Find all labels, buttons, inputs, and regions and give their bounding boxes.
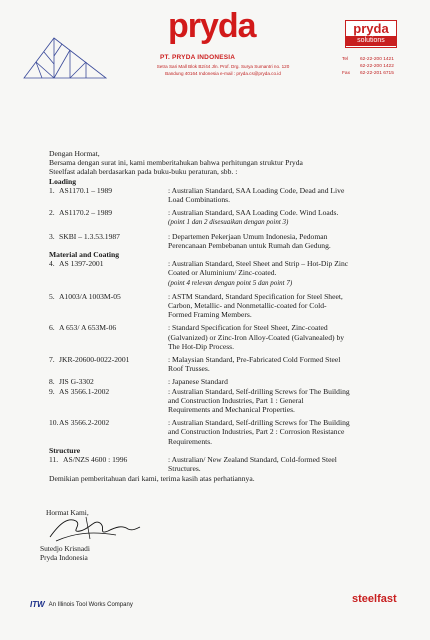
standard-item (49, 259, 389, 288)
signer-company: Pryda Indonesia (40, 553, 88, 562)
item-number: 3. (49, 231, 55, 241)
contact-label (342, 63, 360, 70)
item-number: 8. (49, 377, 55, 387)
pryda-brand-logo: pryda (168, 7, 256, 45)
signer-block (40, 544, 90, 562)
item-code: JIS G-3302 (59, 377, 94, 387)
address-line-1: Setra Sari Mall Blok B2/44 Jln. Prof. Drg. Surya Sumantri no. 120 (156, 64, 290, 69)
item-number: 5. (49, 291, 55, 301)
item-description: : Malaysian Standard, Pre-Fabricated Cold Formed Steel Roof Trusses. (168, 355, 341, 374)
contact-row (342, 70, 394, 77)
item-description: : Australian Standard, SAA Loading Code. Wind Loads. (point 1 dan 2 disesuaikan dengan point 3) (168, 208, 339, 227)
standard-item (49, 232, 389, 250)
item-description: : Australian Standard, Steel Sheet and Strip – Hot-Dip Zinc Coated or Aluminium/ Zinc-coated. (point 4 relevan dengan point 5 dan point 7) (168, 259, 349, 287)
contact-row (342, 63, 394, 70)
item-number: 2. (49, 208, 55, 218)
item-code: AS 3566.1-2002 (59, 386, 110, 396)
loading-heading: Loading (49, 176, 77, 186)
standard-item (49, 455, 389, 473)
item-number: 7. (49, 355, 55, 365)
closing-text: Demikian pemberitahuan dari kami, terima kasih atas perhatiannya. (49, 473, 255, 483)
letter-body (49, 149, 389, 483)
materials-heading: Material and Coating (49, 250, 120, 260)
item-code: AS1170.2 – 1989 (59, 208, 113, 218)
item-description: : Australian Standard, SAA Loading Code, Dead and Live Load Combinations. (168, 185, 345, 205)
item-number: 4. (49, 259, 55, 269)
address-line-2: Bandung 40164 Indonesia e-mail : pryda.cs@pryda.co.id (165, 71, 281, 76)
standard-item (49, 208, 389, 227)
roof-truss-logo (22, 34, 108, 80)
itw-footer (30, 600, 133, 609)
standard-item (49, 323, 389, 351)
standard-item (49, 377, 389, 386)
handwritten-signature (46, 511, 146, 543)
item-number: 11. (49, 455, 59, 465)
item-code: A 653/ A 653M-06 (59, 323, 117, 333)
item-code: AS/NZS 4600 : 1996 (63, 455, 128, 465)
item-number: 10. (49, 418, 59, 428)
steelfast-logo: steelfast (352, 593, 397, 605)
item-code: AS 3566.2-2002 (59, 418, 110, 428)
standard-item (49, 418, 389, 446)
standard-item (49, 186, 389, 204)
item-description: : Australian Standard, Self-drilling Screws for The Building and Construction Industries, Part 1 : General Requirements and Mechanical Properties. (168, 386, 350, 415)
solutions-brand: pryda (353, 21, 389, 36)
item-description: : Standard Specification for Steel Sheet, Zinc-coated (Galvanized) or Zinc-Iron Alloy-Coated (Galvanealed) by The Hot-Dip Process. (168, 323, 345, 351)
solutions-tag: solutions (346, 36, 396, 46)
item-description: : Australian Standard, Self-drilling Screws for The Building and Construction Industries, Part 2 : Corrosion Resistance Requirements. (168, 418, 350, 446)
item-number: 1. (49, 185, 55, 195)
intro-line-1: Bersama dengan surat ini, kami memberitahukan bahwa perhitungan struktur Pryda (49, 158, 303, 168)
contact-value: 62-22-200 1421 (360, 57, 394, 62)
item-number: 9. (49, 386, 55, 396)
regards: Hormat Kami, (46, 508, 89, 517)
item-number: 6. (49, 323, 55, 333)
contact-row (342, 56, 394, 63)
signer-name: Sutedjo Krisnadi (40, 544, 90, 553)
contact-block (342, 56, 394, 77)
item-description: : Departemen Pekerjaan Umum Indonesia, Pedoman Perencanaan Pembebanan untuk Rumah dan Gedung. (168, 231, 331, 250)
item-code: JKR-20600-0022-2001 (59, 355, 130, 365)
greeting: Dengan Hormat, (49, 149, 100, 158)
contact-label: Fax (342, 71, 350, 76)
pryda-solutions-logo (345, 20, 397, 48)
item-code: AS1170.1 – 1989 (59, 185, 113, 195)
structure-heading: Structure (49, 445, 81, 455)
company-name: PT. PRYDA INDONESIA (160, 54, 236, 61)
intro-line-2: Steelfast adalah berdasarkan pada buku-buku peraturan, sbb. : (49, 167, 238, 177)
item-code: A1003/A 1003M-05 (59, 291, 121, 301)
company-address (128, 63, 318, 77)
standard-item (49, 292, 389, 320)
contact-value: 62-22-200 1422 (360, 64, 394, 69)
contact-label: Tel (342, 57, 349, 62)
item-description: : Australian/ New Zealand Standard, Cold-formed Steel Structures. (168, 455, 337, 474)
item-code: SKBI – 1.3.53.1987 (59, 231, 120, 241)
standard-item (49, 355, 389, 373)
item-description: : ASTM Standard, Standard Specification for Steel Sheet, Carbon, Metallic- and Nonmetallic-coated for Cold- Formed Framing Members. (168, 291, 343, 320)
itw-logo: ITW (30, 600, 45, 609)
item-description: : Japanese Standard (168, 377, 228, 387)
itw-tagline: An Illinois Tool Works Company (48, 601, 133, 608)
contact-value: 62-22-201 6715 (360, 71, 394, 76)
item-code: AS 1397-2001 (59, 259, 104, 269)
standard-item (49, 387, 389, 415)
